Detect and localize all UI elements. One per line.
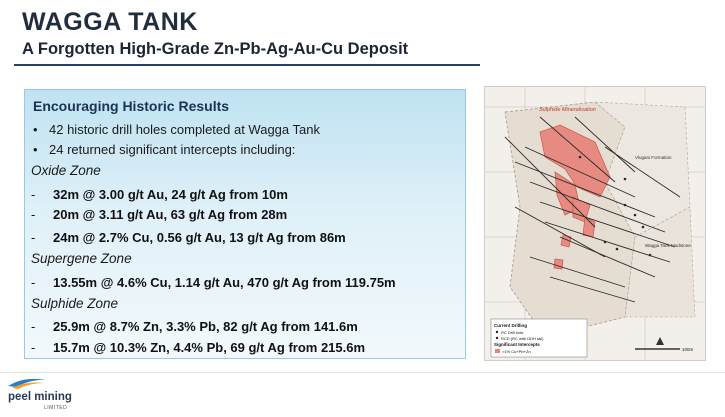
slide-subtitle: A Forgotten High-Grade Zn-Pb-Ag-Au-Cu Deposit <box>22 40 409 58</box>
zone-heading: Oxide Zone <box>31 163 101 178</box>
intercept-item: - 13.55m @ 4.6% Cu, 1.14 g/t Au, 470 g/t Ag from 119.75m <box>31 275 396 290</box>
slide-title: WAGGA TANK <box>22 8 198 36</box>
peel-mining-logo <box>6 374 126 414</box>
intercept-item: - 32m @ 3.00 g/t Au, 24 g/t Ag from 10m <box>31 187 288 202</box>
legend-title-2: Significant Intercepts <box>494 342 540 347</box>
geology-map <box>484 86 706 361</box>
intercept-text: 24m @ 2.7% Cu, 0.56 g/t Au, 13 g/t Ag from 86m <box>53 230 346 245</box>
intercept-item: - 25.9m @ 8.7% Zn, 3.3% Pb, 82 g/t Ag from 141.6m <box>31 319 358 334</box>
bullet-item: • 42 historic drill holes completed at Wagga Tank <box>33 122 320 137</box>
map-label-formation: Vlugani Formation <box>635 155 672 160</box>
results-panel <box>24 89 466 359</box>
zone-heading: Sulphide Zone <box>31 296 119 311</box>
intercept-item: - 24m @ 2.7% Cu, 0.56 g/t Au, 13 g/t Ag from 86m <box>31 230 346 245</box>
scale-label: 100m <box>682 347 694 352</box>
bullet-text: 42 historic drill holes completed at Wagga Tank <box>49 122 320 137</box>
legend-item: RCD (RC with DDH tail) <box>501 336 544 341</box>
legend-title: Current Drilling <box>494 323 528 328</box>
bullet-text: 24 returned significant intercepts including: <box>49 142 296 157</box>
intercept-text: 25.9m @ 8.7% Zn, 3.3% Pb, 82 g/t Ag from 141.6m <box>53 319 358 334</box>
intercept-text: 32m @ 3.00 g/t Au, 24 g/t Ag from 10m <box>53 187 288 202</box>
footer-divider <box>0 372 725 373</box>
zone-heading: Supergene Zone <box>31 251 132 266</box>
map-label-mudstone: Wagga Tank Mudstone <box>645 243 691 248</box>
map-label-sulphide: Sulphide Mineralisation <box>539 107 596 113</box>
intercept-item: - 15.7m @ 10.3% Zn, 4.4% Pb, 69 g/t Ag from 215.6m <box>31 340 366 355</box>
intercept-text: 20m @ 3.11 g/t Au, 63 g/t Ag from 28m <box>53 207 288 222</box>
legend-item: >1% Cu+Pb+Zn <box>502 349 531 354</box>
intercept-text: 15.7m @ 10.3% Zn, 4.4% Pb, 69 g/t Ag from 215.6m <box>53 340 366 355</box>
bullet-item: • 24 returned significant intercepts including: <box>33 142 296 157</box>
intercept-item: - 20m @ 3.11 g/t Au, 63 g/t Ag from 28m <box>31 207 288 222</box>
geology-map-drawing <box>485 87 706 361</box>
title-divider <box>14 64 480 66</box>
logo-subtext: LIMITED <box>44 405 68 411</box>
panel-heading: Encouraging Historic Results <box>33 98 230 114</box>
logo-swoosh-icon <box>6 374 66 390</box>
intercept-text: 13.55m @ 4.6% Cu, 1.14 g/t Au, 470 g/t Ag from 119.75m <box>53 275 396 290</box>
logo-text: peel mining <box>8 391 72 403</box>
legend-item: RC Drill hole <box>501 330 524 335</box>
